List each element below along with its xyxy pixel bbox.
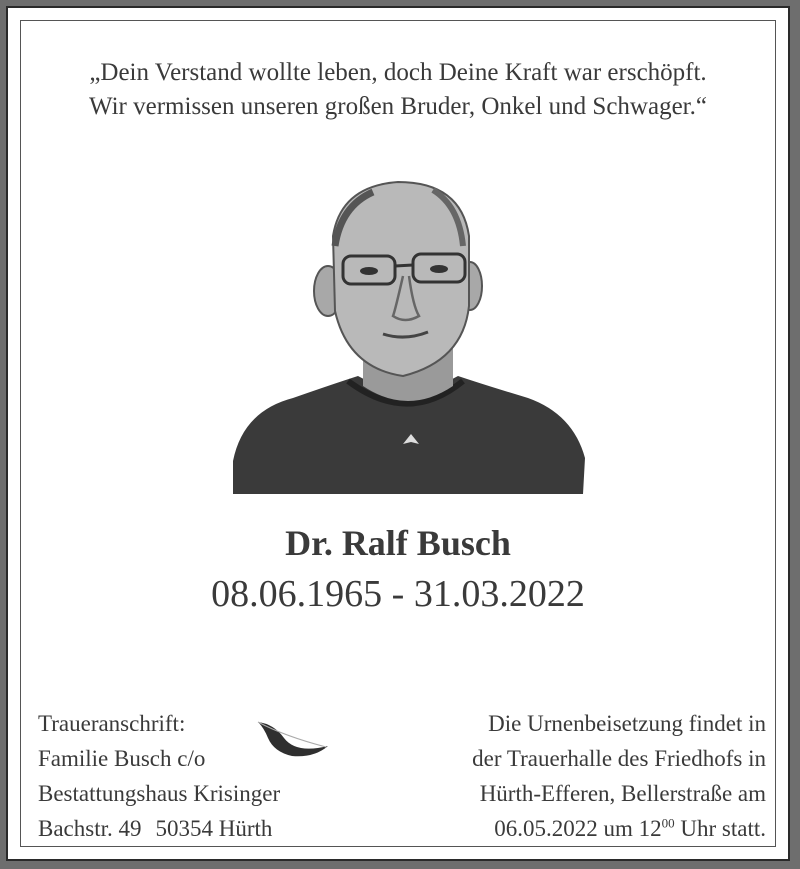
address-line-2: Bestattungshaus Krisinger (38, 781, 281, 806)
feather-icon (254, 716, 332, 760)
address-heading: Traueranschrift: (38, 711, 186, 736)
ceremony-info (472, 706, 766, 846)
ceremony-time-minutes: 00 (661, 815, 675, 831)
address-street: Bachstr. 49 (38, 816, 142, 841)
deceased-name: Dr. Ralf Busch (285, 523, 511, 563)
quote-line-1: „Dein Verstand wollte leben, doch Deine Kraft war erschöpft. (89, 59, 707, 86)
mourning-address (38, 706, 280, 846)
portrait-illustration (223, 176, 593, 506)
obituary-frame (6, 6, 790, 861)
ceremony-suffix: Uhr statt. (674, 816, 766, 841)
address-line-1: Familie Busch c/o (38, 746, 206, 771)
life-dates: 08.06.1965 - 31.03.2022 (211, 573, 585, 615)
ceremony-line-2: der Trauerhalle des Friedhofs in (472, 746, 766, 771)
quote-line-2: Wir vermissen unseren großen Bruder, Onkel und Schwager.“ (89, 93, 707, 120)
address-city: 50354 Hürth (155, 816, 273, 841)
ceremony-line-1: Die Urnenbeisetzung findet in (488, 711, 766, 736)
ceremony-line-3: Hürth-Efferen, Bellerstraße am (479, 781, 766, 806)
ceremony-date-time: 06.05.2022 um 12 (494, 816, 662, 841)
memorial-quote (8, 56, 788, 124)
address-line-3 (38, 811, 280, 846)
ceremony-line-4 (472, 811, 766, 846)
